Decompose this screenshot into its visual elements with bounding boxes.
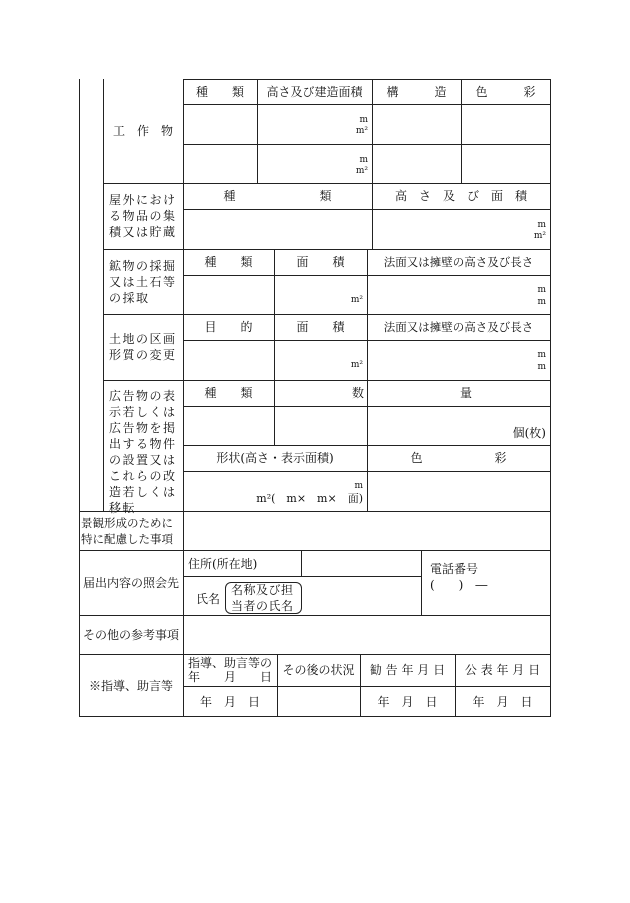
guidance-h1 — [183, 686, 551, 687]
structure-unit-m2-1: m² — [355, 126, 368, 136]
frame-bottom — [79, 716, 551, 717]
storage-label: 屋外における物品の集積又は貯蔵 — [109, 193, 177, 239]
contact-name-note: 名称及び担当者の氏名 — [231, 583, 294, 613]
contact-h1 — [183, 576, 422, 577]
structure-unit-m2-2: m² — [355, 166, 368, 176]
contact-v2 — [421, 550, 422, 615]
structure-col-type: 種 類 — [195, 85, 244, 99]
land-col-purpose: 目 的 — [204, 320, 253, 334]
storage-unit-m: m — [537, 220, 546, 230]
ads-shape-formula: m²( m× m× 面) — [256, 492, 363, 505]
contact-name-label: 氏名 — [196, 592, 221, 606]
land-col-area: 面 積 — [296, 320, 345, 334]
land-label: 土地の区画形質の変更 — [109, 332, 177, 362]
storage-col-height-area: 高 さ 及 び 面 積 — [394, 189, 527, 203]
sep-7 — [79, 615, 551, 616]
guidance-col-date: 指導、助言等の年 月 日 — [187, 656, 272, 684]
storage-unit-m2: m² — [533, 231, 546, 241]
contact-phone-format: ( ) ― — [430, 578, 488, 592]
guidance-col-status: その後の状況 — [282, 663, 355, 677]
ads-col-count: 数 量 — [351, 386, 472, 400]
landscape-label: 景観形成のために特に配慮した事項 — [81, 516, 173, 546]
structure-h1 — [183, 104, 551, 105]
structure-h2 — [183, 144, 551, 145]
land-unit-m2: m² — [350, 360, 363, 370]
guidance-label: ※指導、助言等 — [88, 679, 173, 693]
guidance-col-publish: 公 表 年 月 日 — [464, 663, 541, 677]
land-unit-m-1: m — [537, 350, 546, 360]
sep-4 — [103, 380, 551, 381]
frame-right — [550, 79, 551, 716]
structure-label: 工 作 物 — [112, 124, 173, 138]
contact-phone-label: 電話番号 — [430, 562, 479, 576]
sep-1 — [103, 183, 551, 184]
guidance-date-advice: 年 月 日 — [377, 695, 438, 709]
mining-unit-m-2: m — [537, 297, 546, 307]
ads-unit-m: m — [354, 481, 363, 491]
ads-col-color: 色 彩 — [410, 451, 507, 465]
sep-2 — [103, 249, 551, 250]
sep-8 — [79, 654, 551, 655]
ads-label: 広告物の表示若しくは広告物を掲出する物件の設置又はこれらの改造若しくは移転 — [109, 389, 177, 515]
mining-unit-m-1: m — [537, 285, 546, 295]
guidance-date-publish: 年 月 日 — [472, 695, 533, 709]
mining-label: 鉱物の採掘又は土石等の採取 — [109, 259, 177, 305]
guidance-col-advice: 勧 告 年 月 日 — [369, 663, 446, 677]
storage-col-type: 種 類 — [223, 189, 332, 203]
structure-col-color: 色 彩 — [475, 85, 536, 99]
land-unit-m-2: m — [537, 362, 546, 372]
sep-3 — [103, 314, 551, 315]
storage-h1 — [183, 209, 551, 210]
contact-label: 届出内容の照会先 — [82, 576, 179, 590]
structure-col-structure: 構 造 — [386, 85, 447, 99]
mining-col-area: 面 積 — [296, 255, 345, 269]
structure-unit-m-1: m — [359, 115, 368, 125]
structure-unit-m-2: m — [359, 155, 368, 165]
guidance-date-1: 年 月 日 — [199, 695, 260, 709]
contact-address-label: 住所(所在地) — [188, 557, 258, 571]
sep-6 — [79, 550, 551, 551]
land-col-slope: 法面又は擁壁の高さ及び長さ — [383, 320, 534, 334]
contact-v1 — [301, 550, 302, 576]
mining-unit-m2: m² — [350, 295, 363, 305]
ads-col-shape: 形状(高さ・表示面積) — [216, 451, 334, 465]
structure-col-height-area: 高さ及び建造面積 — [266, 85, 363, 99]
other-label: その他の参考事項 — [82, 628, 179, 642]
ads-col-type: 種 類 — [204, 386, 253, 400]
mining-col-type: 種 類 — [204, 255, 253, 269]
ads-unit-pieces: 個(枚) — [512, 426, 546, 440]
frame-left — [79, 79, 80, 716]
inner-left — [103, 79, 104, 511]
top-line — [183, 79, 551, 80]
mining-col-slope: 法面又は擁壁の高さ及び長さ — [383, 255, 534, 269]
